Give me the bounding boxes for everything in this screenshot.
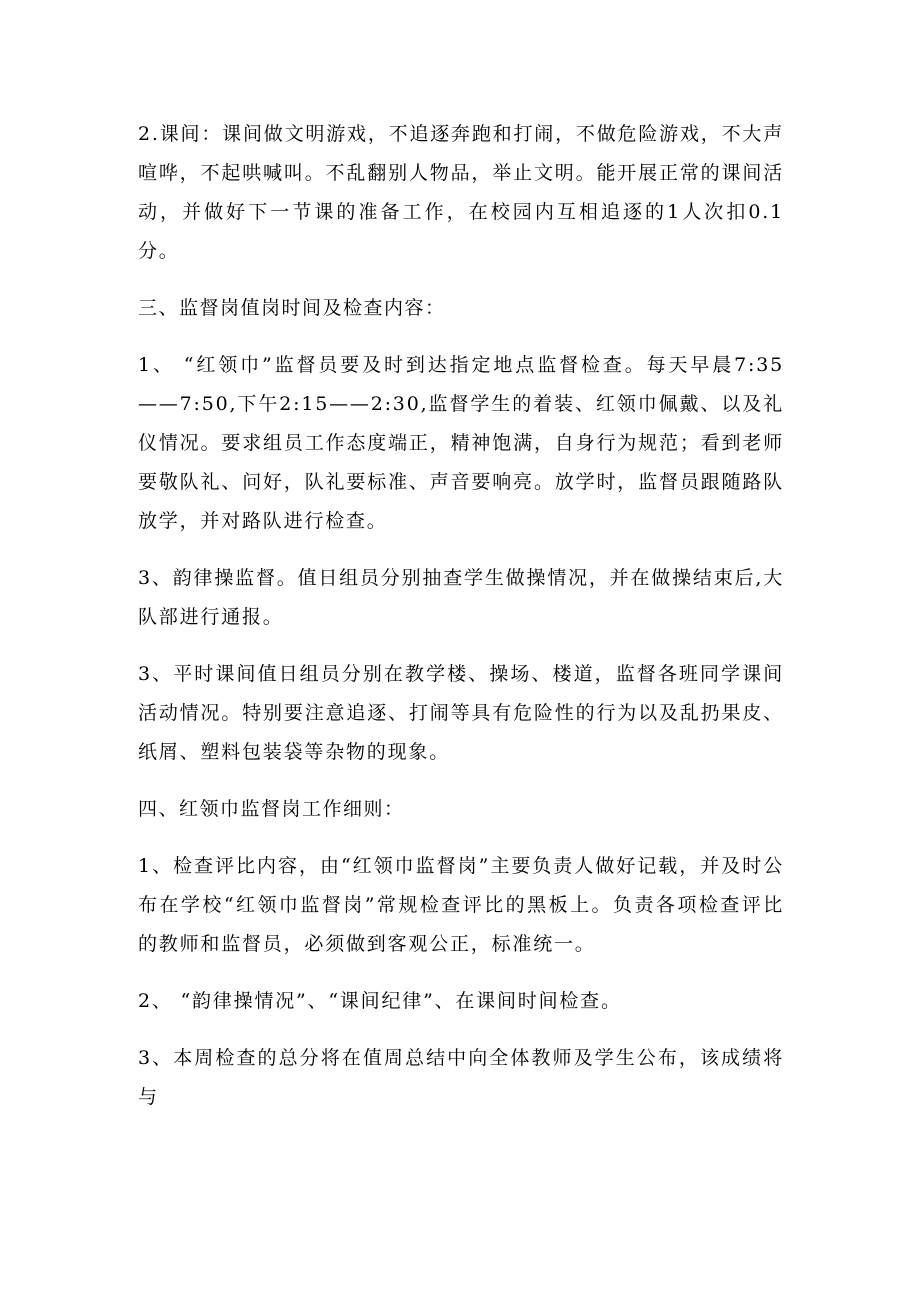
document-body bbox=[138, 115, 784, 1135]
paragraph-evaluation-content: 1、检查评比内容，由“红领巾监督岗”主要负责人做好记载，并及时公布在学校“红领巾监督岗”常规检查评比的黑板上。负责各项检查评比的教师和监督员，必须做到客观公正，标准统一。 bbox=[138, 855, 784, 955]
paragraph-supervisor-schedule: 1、 “红领巾”监督员要及时到达指定地点监督检查。每天早晨7:35——7:50,下午2:15——2:30,监督学生的着装、红领巾佩戴、以及礼仪情况。要求组员工作态度端正，精神饱满，自身行为规范；看到老师要敬队礼、问好，队礼要标准、声音要响亮。放学时，监督员跟随路队放学，并对路队进行检查。 bbox=[138, 354, 784, 532]
paragraph-weekly-score: 3、本周检查的总分将在值周总结中向全体教师及学生公布，该成绩将与 bbox=[138, 1047, 784, 1108]
paragraph-break-patrol: 3、平时课间值日组员分别在教学楼、操场、楼道，监督各班同学课间活动情况。特别要注意追逐、打闹等具有危险性的行为以及乱扔果皮、纸屑、塑料包装袋等杂物的现象。 bbox=[138, 663, 784, 763]
section-heading-duty-time: 三、监督岗值岗时间及检查内容： bbox=[138, 297, 446, 319]
section-heading-work-rules: 四、红领巾监督岗工作细则： bbox=[138, 798, 405, 820]
paragraph-rhythm-exercise: 3、韵律操监督。值日组员分别抽查学生做操情况，并在做操结束后,大队部进行通报。 bbox=[138, 567, 784, 628]
paragraph-break-rules: 2.课间：课间做文明游戏，不追逐奔跑和打闹，不做危险游戏，不大声喧哗，不起哄喊叫。不乱翻别人物品，举止文明。能开展正常的课间活动，并做好下一节课的准备工作，在校园内互相追逐的1人次扣0.1分。 bbox=[138, 123, 784, 262]
paragraph-inspection-items: 2、 “韵律操情况”、“课间纪律”、在课间时间检查。 bbox=[138, 990, 622, 1012]
